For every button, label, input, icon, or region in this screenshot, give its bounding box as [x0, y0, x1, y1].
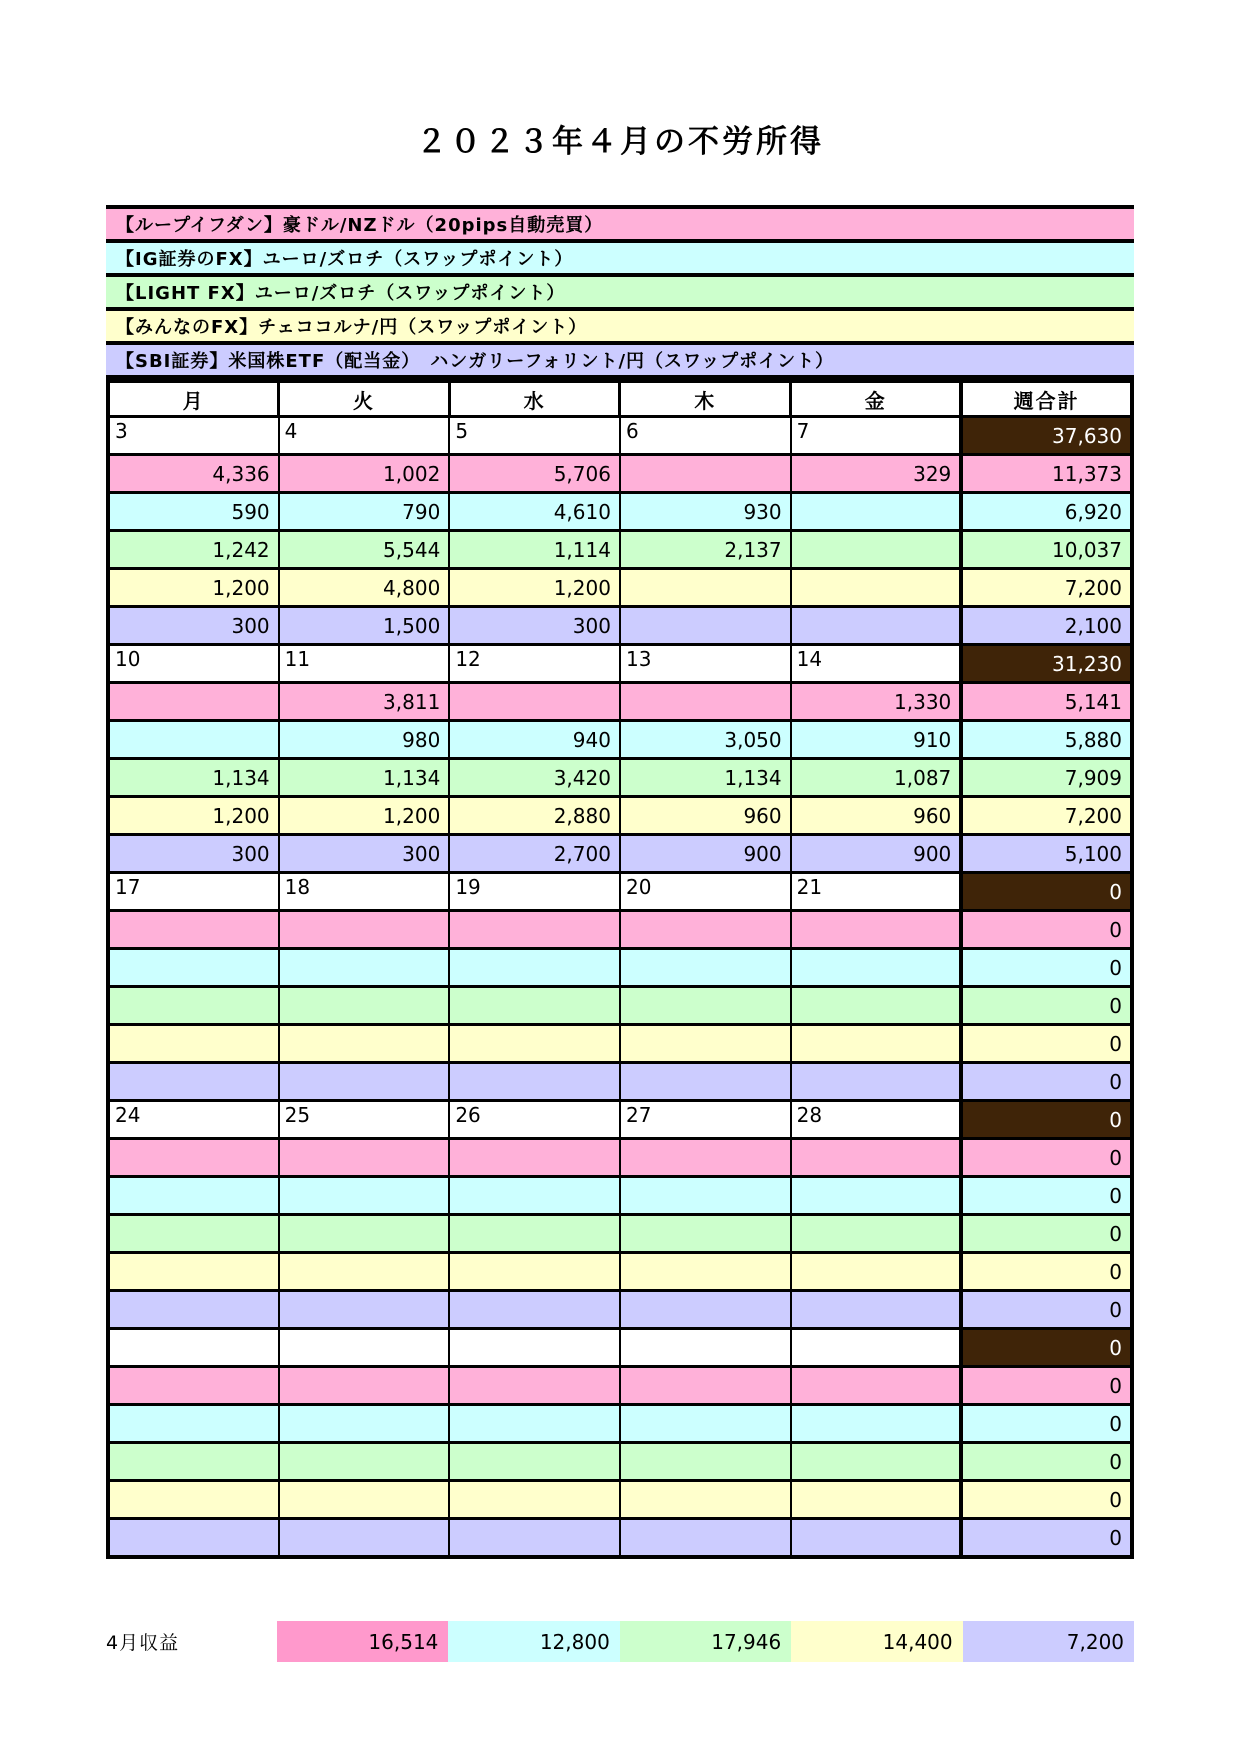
category-week-total-cell: 11,373 — [961, 455, 1132, 493]
date-cell: 10 — [108, 645, 279, 683]
date-cell: 28 — [791, 1101, 962, 1139]
value-cell — [791, 911, 962, 949]
week-total-cell: 0 — [961, 1329, 1132, 1367]
value-cell — [791, 1063, 962, 1101]
value-cell: 3,050 — [620, 721, 791, 759]
week-0-category-3-row — [108, 569, 1132, 607]
date-cell: 4 — [279, 417, 450, 455]
week-2-category-2-row — [108, 987, 1132, 1025]
date-cell: 21 — [791, 873, 962, 911]
week-2-category-1-row — [108, 949, 1132, 987]
value-cell — [449, 1291, 620, 1329]
value-cell: 940 — [449, 721, 620, 759]
value-cell — [620, 1139, 791, 1177]
value-cell — [449, 1025, 620, 1063]
legend-item-label: 【みんなのFX】チェココルナ/円（スワップポイント） — [116, 317, 588, 338]
week-0-category-0-row — [108, 455, 1132, 493]
legend-item-3 — [106, 311, 1134, 345]
value-cell — [279, 1405, 450, 1443]
week-0-category-1-row — [108, 493, 1132, 531]
value-cell — [620, 1481, 791, 1519]
value-cell: 930 — [620, 493, 791, 531]
value-cell — [791, 493, 962, 531]
value-cell — [791, 1253, 962, 1291]
value-cell — [449, 987, 620, 1025]
date-cell: 7 — [791, 417, 962, 455]
week-4-category-1-row — [108, 1405, 1132, 1443]
value-cell — [620, 1025, 791, 1063]
category-week-total-cell: 0 — [961, 1481, 1132, 1519]
value-cell — [791, 1405, 962, 1443]
value-cell: 3,811 — [279, 683, 450, 721]
week-total-cell: 31,230 — [961, 645, 1132, 683]
legend-item-label: 【ループイフダン】豪ドル/NZドル（20pips自動売買） — [116, 215, 604, 236]
page-title: ２０２３年４月の不労所得 — [416, 124, 824, 160]
value-cell — [449, 1443, 620, 1481]
footer-total-cell: 14,400 — [791, 1621, 962, 1662]
value-cell: 960 — [620, 797, 791, 835]
value-cell — [620, 1291, 791, 1329]
value-cell — [108, 1481, 279, 1519]
category-week-total-cell: 0 — [961, 1139, 1132, 1177]
week-2-date-row — [108, 873, 1132, 911]
week-2-category-3-row — [108, 1025, 1132, 1063]
value-cell: 5,706 — [449, 455, 620, 493]
value-cell — [620, 987, 791, 1025]
category-week-total-cell: 0 — [961, 1253, 1132, 1291]
week-4-category-4-row — [108, 1519, 1132, 1558]
category-week-total-cell: 2,100 — [961, 607, 1132, 645]
value-cell: 1,200 — [449, 569, 620, 607]
date-cell: 6 — [620, 417, 791, 455]
date-cell — [791, 1329, 962, 1367]
value-cell — [620, 1253, 791, 1291]
value-cell: 2,137 — [620, 531, 791, 569]
date-cell: 25 — [279, 1101, 450, 1139]
value-cell — [279, 1177, 450, 1215]
weekday-header-cell: 月 — [108, 381, 279, 417]
week-3-category-1-row — [108, 1177, 1132, 1215]
week-total-cell: 37,630 — [961, 417, 1132, 455]
category-week-total-cell: 5,141 — [961, 683, 1132, 721]
date-cell: 5 — [449, 417, 620, 455]
category-week-total-cell: 7,200 — [961, 569, 1132, 607]
category-week-total-cell: 0 — [961, 1291, 1132, 1329]
legend-item-1 — [106, 243, 1134, 277]
date-cell — [620, 1329, 791, 1367]
value-cell — [620, 569, 791, 607]
category-week-total-cell: 0 — [961, 1215, 1132, 1253]
value-cell — [791, 987, 962, 1025]
date-cell: 14 — [791, 645, 962, 683]
value-cell — [620, 1177, 791, 1215]
footer-total-cell: 16,514 — [277, 1621, 448, 1662]
value-cell: 900 — [620, 835, 791, 873]
value-cell — [449, 1405, 620, 1443]
category-week-total-cell: 7,909 — [961, 759, 1132, 797]
value-cell — [108, 987, 279, 1025]
week-total-cell: 0 — [961, 873, 1132, 911]
value-cell: 980 — [279, 721, 450, 759]
week-2-category-4-row — [108, 1063, 1132, 1101]
value-cell: 1,114 — [449, 531, 620, 569]
week-1-category-2-row — [108, 759, 1132, 797]
legend-item-label: 【IG証券のFX】ユーロ/ズロチ（スワップポイント） — [116, 249, 574, 270]
value-cell — [279, 1519, 450, 1558]
value-cell — [791, 1367, 962, 1405]
week-4-date-row — [108, 1329, 1132, 1367]
value-cell: 1,134 — [108, 759, 279, 797]
value-cell: 329 — [791, 455, 962, 493]
category-week-total-cell: 0 — [961, 1367, 1132, 1405]
value-cell — [449, 1253, 620, 1291]
date-cell: 18 — [279, 873, 450, 911]
value-cell: 1,200 — [108, 569, 279, 607]
week-3-category-3-row — [108, 1253, 1132, 1291]
value-cell — [108, 949, 279, 987]
value-cell: 1,002 — [279, 455, 450, 493]
value-cell: 590 — [108, 493, 279, 531]
value-cell: 4,336 — [108, 455, 279, 493]
value-cell — [620, 1215, 791, 1253]
value-cell: 790 — [279, 493, 450, 531]
week-3-date-row — [108, 1101, 1132, 1139]
value-cell — [791, 531, 962, 569]
month-summary-row — [106, 1621, 1134, 1662]
value-cell — [108, 1177, 279, 1215]
value-cell — [791, 607, 962, 645]
value-cell: 2,700 — [449, 835, 620, 873]
value-cell — [279, 1253, 450, 1291]
value-cell: 1,200 — [108, 797, 279, 835]
value-cell — [449, 1481, 620, 1519]
value-cell — [791, 1519, 962, 1558]
value-cell: 910 — [791, 721, 962, 759]
value-cell — [620, 1063, 791, 1101]
value-cell — [108, 1063, 279, 1101]
value-cell: 1,500 — [279, 607, 450, 645]
value-cell — [279, 949, 450, 987]
value-cell — [108, 911, 279, 949]
value-cell — [108, 1253, 279, 1291]
sheet-content — [106, 205, 1134, 1662]
value-cell: 900 — [791, 835, 962, 873]
value-cell — [449, 949, 620, 987]
week-3-category-0-row — [108, 1139, 1132, 1177]
week-1-date-row — [108, 645, 1132, 683]
value-cell — [108, 721, 279, 759]
week-3-category-2-row — [108, 1215, 1132, 1253]
value-cell — [791, 1177, 962, 1215]
legend-item-label: 【LIGHT FX】ユーロ/ズロチ（スワップポイント） — [116, 283, 566, 304]
value-cell — [620, 949, 791, 987]
category-week-total-cell: 0 — [961, 1025, 1132, 1063]
value-cell: 1,134 — [620, 759, 791, 797]
footer-total-cell: 7,200 — [963, 1621, 1134, 1662]
week-total-header-cell: 週合計 — [961, 381, 1132, 417]
date-cell: 20 — [620, 873, 791, 911]
value-cell: 300 — [449, 607, 620, 645]
value-cell — [620, 1405, 791, 1443]
value-cell — [791, 1215, 962, 1253]
value-cell: 3,420 — [449, 759, 620, 797]
value-cell — [279, 1139, 450, 1177]
value-cell — [449, 1139, 620, 1177]
value-cell: 1,242 — [108, 531, 279, 569]
value-cell — [620, 911, 791, 949]
value-cell: 300 — [108, 835, 279, 873]
week-1-category-1-row — [108, 721, 1132, 759]
weekday-header-cell: 金 — [791, 381, 962, 417]
value-cell — [108, 1443, 279, 1481]
week-0-category-4-row — [108, 607, 1132, 645]
value-cell: 5,544 — [279, 531, 450, 569]
week-total-cell: 0 — [961, 1101, 1132, 1139]
value-cell: 1,200 — [279, 797, 450, 835]
weekday-header-cell: 火 — [279, 381, 450, 417]
value-cell — [791, 1481, 962, 1519]
footer-total-cell: 12,800 — [448, 1621, 619, 1662]
value-cell: 2,880 — [449, 797, 620, 835]
date-cell: 19 — [449, 873, 620, 911]
category-week-total-cell: 0 — [961, 1519, 1132, 1558]
value-cell — [791, 1443, 962, 1481]
category-week-total-cell: 0 — [961, 1443, 1132, 1481]
category-week-total-cell: 7,200 — [961, 797, 1132, 835]
category-week-total-cell: 10,037 — [961, 531, 1132, 569]
value-cell — [791, 1025, 962, 1063]
date-cell: 3 — [108, 417, 279, 455]
value-cell — [449, 1063, 620, 1101]
date-cell — [279, 1329, 450, 1367]
value-cell — [449, 1519, 620, 1558]
week-4-category-2-row — [108, 1443, 1132, 1481]
category-week-total-cell: 0 — [961, 911, 1132, 949]
value-cell: 1,087 — [791, 759, 962, 797]
date-cell: 24 — [108, 1101, 279, 1139]
value-cell — [620, 1519, 791, 1558]
value-cell — [279, 1215, 450, 1253]
date-cell: 11 — [279, 645, 450, 683]
value-cell — [449, 683, 620, 721]
value-cell — [620, 683, 791, 721]
value-cell — [620, 455, 791, 493]
weekday-header-cell: 木 — [620, 381, 791, 417]
value-cell — [108, 1405, 279, 1443]
value-cell — [791, 1139, 962, 1177]
value-cell — [279, 1367, 450, 1405]
value-cell — [108, 1215, 279, 1253]
value-cell — [449, 911, 620, 949]
date-cell: 17 — [108, 873, 279, 911]
value-cell: 300 — [108, 607, 279, 645]
value-cell — [279, 1291, 450, 1329]
income-calendar-table — [106, 379, 1134, 1559]
category-week-total-cell: 0 — [961, 1177, 1132, 1215]
value-cell: 960 — [791, 797, 962, 835]
value-cell: 4,610 — [449, 493, 620, 531]
value-cell — [449, 1177, 620, 1215]
category-week-total-cell: 5,880 — [961, 721, 1132, 759]
category-week-total-cell: 0 — [961, 949, 1132, 987]
value-cell — [449, 1215, 620, 1253]
date-cell — [108, 1329, 279, 1367]
value-cell — [449, 1367, 620, 1405]
category-week-total-cell: 5,100 — [961, 835, 1132, 873]
week-4-category-3-row — [108, 1481, 1132, 1519]
value-cell — [108, 1139, 279, 1177]
date-cell: 13 — [620, 645, 791, 683]
footer-total-cell: 17,946 — [620, 1621, 791, 1662]
value-cell: 1,134 — [279, 759, 450, 797]
footer-totals — [277, 1621, 1134, 1662]
week-1-category-4-row — [108, 835, 1132, 873]
week-2-category-0-row — [108, 911, 1132, 949]
week-4-category-0-row — [108, 1367, 1132, 1405]
category-legend — [106, 205, 1134, 379]
category-week-total-cell: 0 — [961, 1405, 1132, 1443]
value-cell — [620, 607, 791, 645]
legend-item-2 — [106, 277, 1134, 311]
week-0-date-row — [108, 417, 1132, 455]
value-cell — [279, 1443, 450, 1481]
legend-item-4 — [106, 345, 1134, 379]
category-week-total-cell: 6,920 — [961, 493, 1132, 531]
week-3-category-4-row — [108, 1291, 1132, 1329]
category-week-total-cell: 0 — [961, 1063, 1132, 1101]
value-cell — [620, 1443, 791, 1481]
value-cell — [108, 1025, 279, 1063]
value-cell: 4,800 — [279, 569, 450, 607]
date-cell — [449, 1329, 620, 1367]
legend-item-label: 【SBI証券】米国株ETF（配当金） ハンガリーフォリント/円（スワップポイント） — [116, 351, 835, 372]
value-cell — [791, 569, 962, 607]
value-cell: 300 — [279, 835, 450, 873]
weekday-header-row — [108, 381, 1132, 417]
footer-label: 4月収益 — [106, 1632, 180, 1654]
date-cell: 12 — [449, 645, 620, 683]
value-cell — [279, 1481, 450, 1519]
date-cell: 27 — [620, 1101, 791, 1139]
weekday-header-cell: 水 — [449, 381, 620, 417]
value-cell — [279, 911, 450, 949]
week-1-category-3-row — [108, 797, 1132, 835]
value-cell — [791, 949, 962, 987]
value-cell — [108, 1291, 279, 1329]
value-cell: 1,330 — [791, 683, 962, 721]
value-cell — [279, 987, 450, 1025]
legend-item-0 — [106, 209, 1134, 243]
value-cell — [279, 1025, 450, 1063]
value-cell — [108, 1367, 279, 1405]
category-week-total-cell: 0 — [961, 987, 1132, 1025]
date-cell: 26 — [449, 1101, 620, 1139]
value-cell — [108, 683, 279, 721]
value-cell — [108, 1519, 279, 1558]
week-0-category-2-row — [108, 531, 1132, 569]
value-cell — [279, 1063, 450, 1101]
week-1-category-0-row — [108, 683, 1132, 721]
value-cell — [791, 1291, 962, 1329]
value-cell — [620, 1367, 791, 1405]
